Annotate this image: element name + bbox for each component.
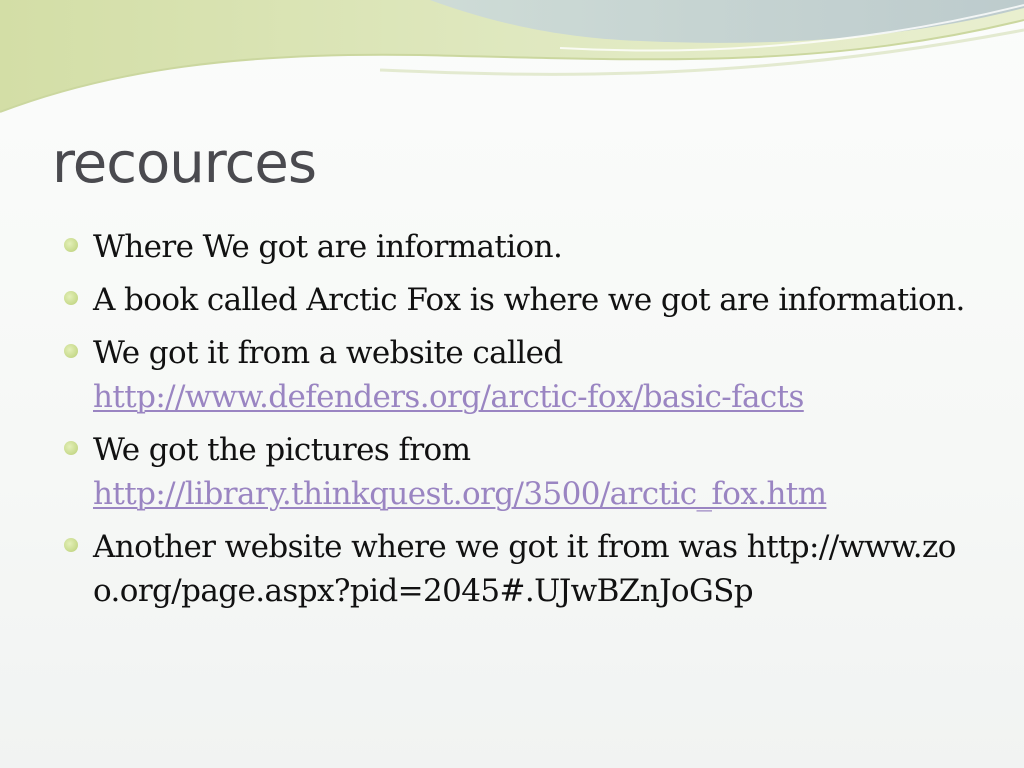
bullet-item <box>60 225 970 269</box>
bullet-item <box>60 331 970 419</box>
thinkquest-link[interactable]: http://library.thinkquest.org/3500/arctic_fox.htm <box>93 476 827 512</box>
bullet-item <box>60 278 970 322</box>
bullet-text: A book called Arctic Fox is where we got are information. <box>93 282 965 318</box>
bullet-text: Another website where we got it from was <box>93 529 738 565</box>
bullet-dot-icon <box>64 441 78 455</box>
bullet-item <box>60 525 970 613</box>
bullet-text: We got the pictures from <box>93 432 471 468</box>
header-wave-decoration <box>0 0 1024 130</box>
slide-title: recources <box>52 131 316 196</box>
bullet-text: Where We got are information. <box>93 229 563 265</box>
bullet-list <box>60 225 970 622</box>
bullet-dot-icon <box>64 291 78 305</box>
bullet-text: We got it from a website called <box>93 335 563 371</box>
bullet-dot-icon <box>64 344 78 358</box>
defenders-link[interactable]: http://www.defenders.org/arctic-fox/basic-facts <box>93 379 804 415</box>
bullet-dot-icon <box>64 538 78 552</box>
zoo-url-text: http://www.zoo.org/page.aspx?pid=2045#.UJwBZnJoGSp <box>93 529 956 609</box>
bullet-item <box>60 428 970 516</box>
bullet-dot-icon <box>64 238 78 252</box>
